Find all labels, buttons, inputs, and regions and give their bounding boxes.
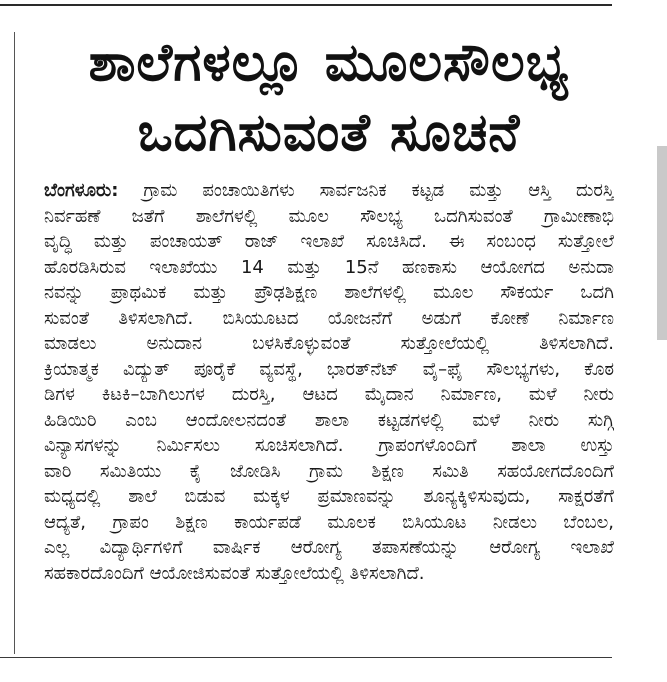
- article-line: ಕ್ರಿಯಾತ್ಮಕ ವಿದ್ಯುತ್ ಪೂರೈಕೆ ವ್ಯವಸ್ಥೆ, ಭಾರತ್‌ನೆಟ್ ವೈ–ಫೈ ಸೌಲಭ್ಯಗಳು, ಕೊಠ: [44, 358, 614, 380]
- article-line: ನಿರ್ವಹಣೆ ಜತೆಗೆ ಶಾಲೆಗಳಲ್ಲಿ ಮೂಲ ಸೌಲಭ್ಯ ಒದಗಿಸುವಂತೆ ಗ್ರಾಮೀಣಾಭಿ: [44, 205, 614, 227]
- article-line-text: ಗ್ರಾಮ ಪಂಚಾಯಿತಿಗಳು ಸಾರ್ವಜನಿಕ ಕಟ್ಟಡ ಮತ್ತು ಆಸ್ತಿ ದುರಸ್ತಿ: [118, 180, 614, 201]
- article-line: ಸಹಕಾರದೊಂದಿಗೆ ಆಯೋಜಿಸುವಂತೆ ಸುತ್ತೋಲೆಯಲ್ಲಿ ತಿಳಿಸಲಾಗಿದೆ.: [44, 562, 425, 584]
- article-line: ಹೊರಡಿಸಿರುವ ಇಲಾಖೆಯು 14 ಮತ್ತು 15ನೆ ಹಣಕಾಸು ಆಯೋಗದ ಅನುದಾ: [44, 256, 614, 278]
- headline: [44, 30, 614, 168]
- article-line: ಸುವಂತೆ ತಿಳಿಸಲಾಗಿದೆ. ಬಿಸಿಯೂಟದ ಯೋಜನೆಗೆ ಅಡುಗೆ ಕೋಣೆ ನಿರ್ಮಾಣ: [44, 307, 614, 329]
- article-line: ವಾರಿ ಸಮಿತಿಯು ಕೈ ಜೋಡಿಸಿ ಗ್ರಾಮ ಶಿಕ್ಷಣ ಸಮಿತಿ ಸಹಯೋಗದೊಂದಿಗೆ: [44, 460, 614, 482]
- bottom-rule: [0, 657, 612, 658]
- top-rule: [0, 4, 612, 6]
- article-line: ವೃದ್ಧಿ ಮತ್ತು ಪಂಚಾಯತ್ ರಾಜ್ ಇಲಾಖೆ ಸೂಚಿಸಿದೆ. ಈ ಸಂಬಂಧ ಸುತ್ತೋಲೆ: [44, 231, 614, 252]
- article-line: ಎಲ್ಲ ವಿದ್ಯಾರ್ಥಿಗಳಿಗೆ ವಾರ್ಷಿಕ ಆರೋಗ್ಯ ತಪಾಸಣೆಯನ್ನು ಆರೋಗ್ಯ ಇಲಾಖೆ: [44, 537, 614, 558]
- article-line: ವಿನ್ಯಾಸಗಳನ್ನು ನಿರ್ಮಿಸಲು ಸೂಚಿಸಲಾಗಿದೆ. ಗ್ರಾಪಂಗಳೊಂದಿಗೆ ಶಾಲಾ ಉಸ್ತು: [44, 435, 614, 456]
- news-article: [44, 30, 614, 586]
- article-line: ಹಿಡಿಯಿರಿ ಎಂಬ ಆಂದೋಲನದಂತೆ ಶಾಲಾ ಕಟ್ಟಡಗಳಲ್ಲಿ ಮಳೆ ನೀರು ಸುಗ್ಗಿ: [44, 409, 614, 431]
- dateline: ಬೆಂಗಳೂರು:: [44, 180, 119, 201]
- adjacent-column-strip: [657, 146, 667, 340]
- article-line: [44, 178, 614, 204]
- article-line: ಡಿಗಳ ಕಿಟಕಿ–ಬಾಗಿಲುಗಳ ದುರಸ್ತಿ, ಆಟದ ಮೈದಾನ ನಿರ್ಮಾಣ, ಮಳೆ ನೀರು: [44, 384, 614, 405]
- headline-line-1: ಶಾಲೆಗಳಲ್ಲೂ ಮೂಲಸೌಲಭ್ಯ: [88, 33, 570, 93]
- column-rule: [14, 32, 15, 654]
- article-line: ಮಾಡಲು ಅನುದಾನ ಬಳಸಿಕೊಳ್ಳುವಂತೆ ಸುತ್ತೋಲೆಯಲ್ಲಿ ತಿಳಿಸಲಾಗಿದೆ.: [44, 333, 614, 354]
- article-line: ಮಧ್ಯದಲ್ಲಿ ಶಾಲೆ ಬಿಡುವ ಮಕ್ಕಳ ಪ್ರಮಾಣವನ್ನು ಶೂನ್ಯಕ್ಕಿಳಿಸುವುದು, ಸಾಕ್ಷರತೆಗೆ: [44, 486, 614, 507]
- article-line: ನವನ್ನು ಪ್ರಾಥಮಿಕ ಮತ್ತು ಪ್ರೌಢಶಿಕ್ಷಣ ಶಾಲೆಗಳಲ್ಲಿ ಮೂಲ ಸೌಕರ್ಯ ಒದಗಿ: [44, 282, 614, 303]
- article-body: [44, 178, 614, 586]
- article-line: ಆದ್ಯತೆ, ಗ್ರಾಪಂ ಶಿಕ್ಷಣ ಕಾರ್ಯಪಡೆ ಮೂಲಕ ಬಿಸಿಯೂಟ ನೀಡಲು ಬೆಂಬಲ,: [44, 511, 614, 533]
- headline-line-2: ಒದಗಿಸುವಂತೆ ಸೂಚನೆ: [137, 103, 521, 163]
